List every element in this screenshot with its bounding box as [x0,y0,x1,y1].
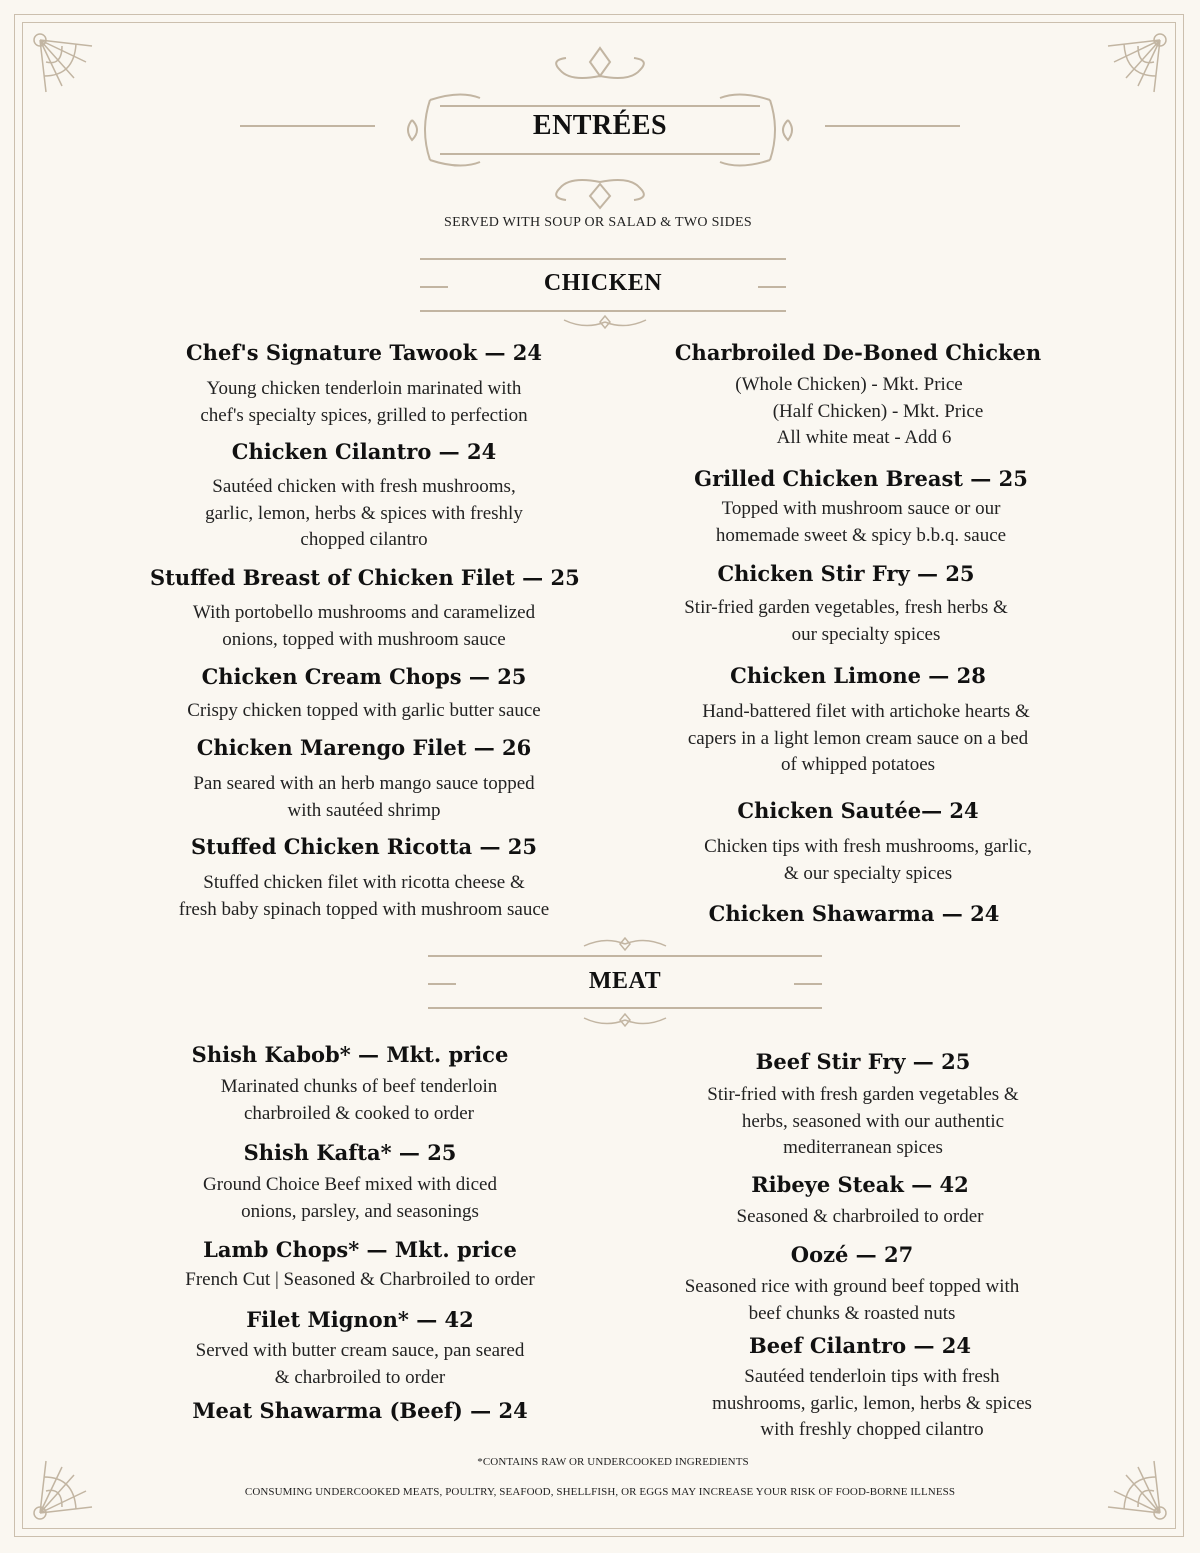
menu-item-ribeye-steak [660,1172,1060,1231]
meat-flourish-top [580,934,670,954]
item-desc-line: Seasoned rice with ground beef topped with [684,1276,1020,1297]
page-subtitle: SERVED WITH SOUP OR SALAD & TWO SIDES [443,215,752,230]
item-desc-line: Stir-fried garden vegetables, fresh herbs & [684,597,1008,618]
item-desc-line: All white meat - Add 6 [776,427,952,448]
chicken-rule-top [420,258,786,260]
item-name: Shish Kafta* — 25 [243,1140,457,1165]
menu-item-chicken-limone [646,663,1070,779]
chicken-heading: CHICKEN [543,270,663,296]
item-desc-line: mediterranean spices [783,1137,943,1158]
menu-item-grilled-chicken-breast [646,466,1076,549]
item-desc-line: herbs, seasoned with our authentic [741,1110,1005,1132]
menu-item-chicken-marengo-filet [150,735,578,824]
item-name: Oozé — 27 [790,1242,914,1267]
item-desc-line: Served with butter cream sauce, pan seared [195,1340,525,1361]
item-name: Shish Kabob* — Mkt. price [191,1042,509,1067]
item-name: Grilled Chicken Breast — 25 [694,466,1028,491]
item-name: Chef's Signature Tawook — 24 [185,340,543,365]
item-desc-line: Young chicken tenderloin marinated with [206,378,522,399]
menu-item-chicken-shawarma [646,901,1062,927]
menu-item-lamb-chops [150,1237,570,1294]
item-desc-line: (Half Chicken) - Mkt. Price [772,400,984,422]
item-name: Lamb Chops* — Mkt. price [203,1237,517,1262]
item-desc-line: Stir-fried with fresh garden vegetables & [707,1084,1019,1105]
item-name: Stuffed Chicken Ricotta — 25 [190,834,538,859]
menu-item-chicken-cream-chops [150,664,578,725]
item-name: Chicken Shawarma — 24 [708,901,1000,926]
menu-item-shish-kafta [150,1140,550,1225]
page-title: ENTRÉES [532,110,668,141]
meat-flourish-bottom [580,1010,670,1030]
item-desc-line: of whipped potatoes [780,754,936,775]
item-name: Chicken Sautée— 24 [737,798,979,823]
meat-heading: MEAT [588,968,662,994]
item-name: Chicken Stir Fry — 25 [717,561,975,586]
item-name: Chicken Limone — 28 [730,663,986,688]
menu-item-ooze [650,1242,1054,1327]
item-desc-line: charbroiled & cooked to order [243,1102,475,1124]
item-desc-line: mushrooms, garlic, lemon, herbs & spices [712,1392,1032,1414]
item-desc-line: & our specialty spices [783,862,953,884]
meat-rule-top [428,955,822,957]
item-desc-line: Ground Choice Beef mixed with diced [203,1174,497,1195]
item-desc-line: Sautéed chicken with fresh mushrooms, [212,476,516,497]
item-desc-line: chef's specialty spices, grilled to perfection [200,404,528,426]
item-name: Beef Stir Fry — 25 [755,1049,971,1074]
item-desc-line: onions, topped with mushroom sauce [222,628,506,650]
item-desc-line: homemade sweet & spicy b.b.q. sauce [715,524,1007,546]
menu-item-shish-kabob [150,1042,550,1127]
item-desc-line: Hand-battered filet with artichoke hearts & [702,701,1030,722]
item-desc-line: beef chunks & roasted nuts [748,1302,956,1324]
item-desc-line: fresh baby spinach topped with mushroom sauce [178,898,550,920]
food-safety-warning: CONSUMING UNDERCOOKED MEATS, POULTRY, SEAFOOD, SHELLFISH, OR EGGS MAY INCREASE YOUR RISK OF FOOD-BORNE ILLNESS [244,1486,956,1498]
menu-item-chefs-signature-tawook [150,340,578,429]
raw-ingredients-note: *CONTAINS RAW OR UNDERCOOKED INGREDIENTS [477,1456,749,1468]
corner-ornament-top-right [1088,22,1178,112]
menu-item-stuffed-chicken-ricotta [150,834,578,923]
menu-item-chicken-cilantro [150,439,578,554]
item-desc-line: onions, parsley, and seasonings [241,1200,479,1222]
menu-item-chicken-stir-fry [646,561,1046,648]
menu-item-meat-shawarma [150,1398,570,1424]
item-name: Filet Mignon* — 42 [246,1307,474,1332]
item-desc-line: with sautéed shrimp [287,799,441,821]
item-name: Beef Cilantro — 24 [749,1333,971,1358]
item-name: Stuffed Breast of Chicken Filet — 25 [150,565,580,590]
menu-item-stuffed-breast-chicken-filet [150,565,578,653]
item-desc-line: & charbroiled to order [274,1366,446,1388]
item-name: Chicken Cream Chops — 25 [201,664,527,689]
item-desc-line: chopped cilantro [300,529,428,550]
item-desc-line: French Cut | Seasoned & Charbroiled to order [185,1269,535,1290]
item-desc-line: Chicken tips with fresh mushrooms, garlic, [704,836,1032,857]
item-name: Ribeye Steak — 42 [751,1172,969,1197]
menu-item-filet-mignon [150,1307,570,1391]
item-name: Chicken Cilantro — 24 [231,439,497,464]
item-name: Charbroiled De-Boned Chicken [674,340,1042,365]
corner-ornament-top-left [22,22,112,112]
meat-rule-bottom [428,1007,822,1009]
item-desc-line: with freshly chopped cilantro [760,1419,984,1440]
item-desc-line: garlic, lemon, herbs & spices with freshly [205,502,523,524]
menu-item-beef-stir-fry [660,1049,1066,1162]
item-desc-line: Topped with mushroom sauce or our [721,498,1001,519]
item-desc-line: With portobello mushrooms and caramelized [192,602,536,623]
item-desc-line: Pan seared with an herb mango sauce topped [193,773,535,794]
item-name: Meat Shawarma (Beef) — 24 [192,1398,528,1423]
item-desc-line: Marinated chunks of beef tenderloin [220,1076,498,1097]
chicken-flourish [560,312,650,332]
menu-item-charbroiled-deboned-chicken [646,340,1070,452]
item-desc-line: capers in a light lemon cream sauce on a bed [687,727,1029,749]
item-name: Chicken Marengo Filet — 26 [196,735,532,760]
item-desc-line: our specialty spices [791,623,941,645]
item-desc-line: Seasoned & charbroiled to order [736,1206,984,1227]
item-desc-line: Sautéed tenderloin tips with fresh [744,1366,1000,1387]
item-desc-line: Crispy chicken topped with garlic butter sauce [187,700,541,721]
menu-item-beef-cilantro [660,1333,1070,1444]
item-desc-line: Stuffed chicken filet with ricotta cheese & [203,872,525,893]
menu-item-chicken-sautee [646,798,1070,887]
item-desc-line: (Whole Chicken) - Mkt. Price [735,374,963,395]
